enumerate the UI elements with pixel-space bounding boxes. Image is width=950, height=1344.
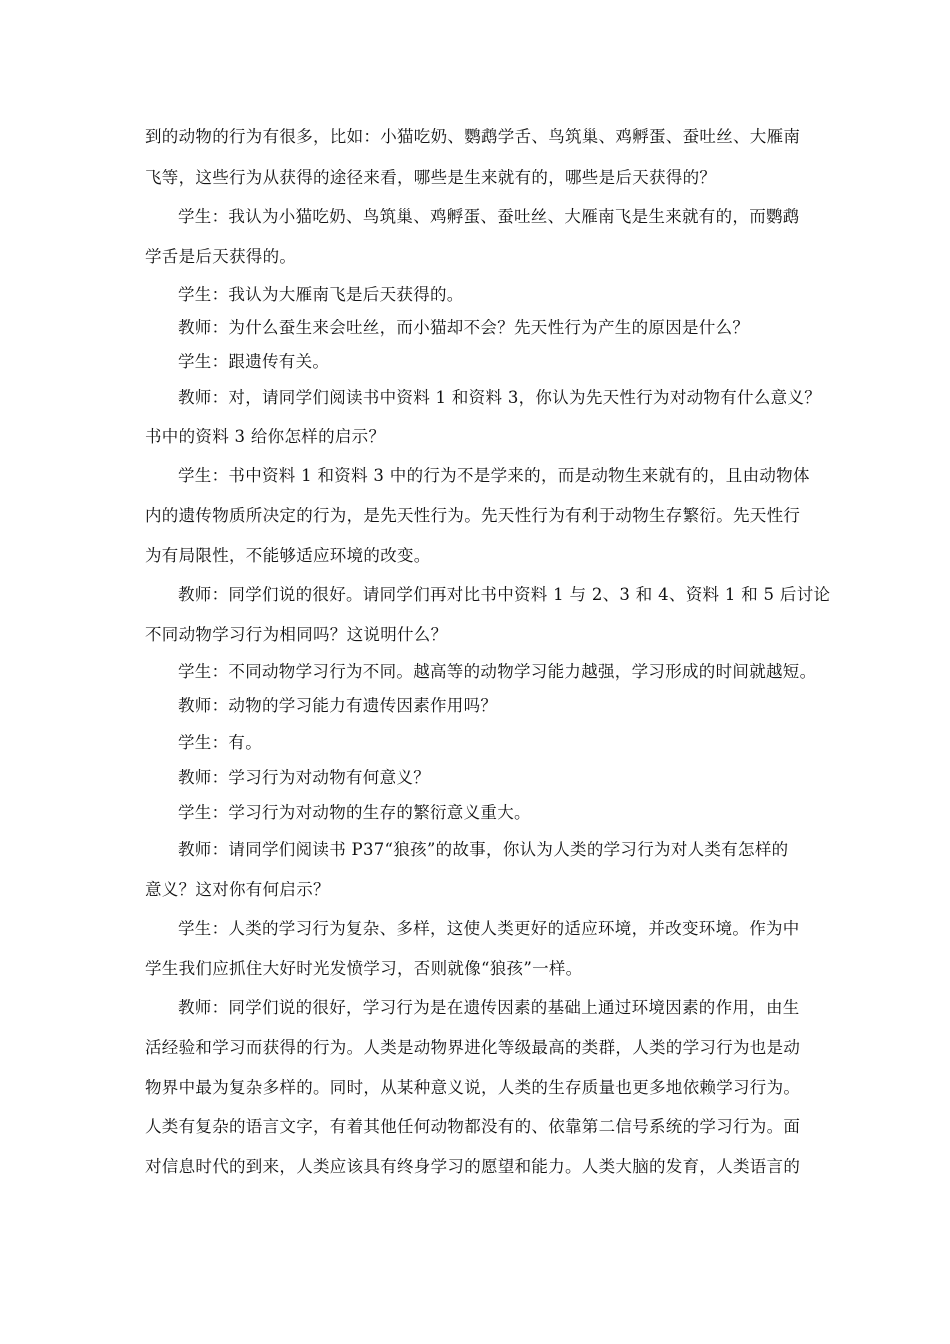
paragraph-line: 教师：对，请同学们阅读书中资料 1 和资料 3，你认为先天性行为对动物有什么意义？ (178, 388, 822, 407)
text-line: 人类有复杂的语言文字，有着其他任何动物都没有的、依靠第二信号系统的学习行为。面 (145, 1117, 801, 1136)
text-line: 意义？这对你有何启示？ (145, 880, 330, 899)
text-line: 到的动物的行为有很多，比如：小猫吃奶、鹦鹉学舌、鸟筑巢、鸡孵蛋、蚕吐丝、大雁南 (145, 127, 801, 146)
paragraph-line: 教师：同学们说的很好。请同学们再对比书中资料 1 与 2、3 和 4、资料 1 和 5 后讨论 (178, 585, 831, 604)
paragraph-line: 学生：我认为大雁南飞是后天获得的。 (178, 285, 464, 304)
text-line: 物界中最为复杂多样的。同时，从某种意义说，人类的生存质量也更多地依赖学习行为。 (145, 1078, 801, 1097)
paragraph-line: 教师：同学们说的很好，学习行为是在遗传因素的基础上通过环境因素的作用，由生 (178, 998, 800, 1017)
paragraph-line: 学生：书中资料 1 和资料 3 中的行为不是学来的，而是动物生来就有的，且由动物体 (178, 466, 810, 485)
text-line: 飞等，这些行为从获得的途径来看，哪些是生来就有的，哪些是后天获得的？ (145, 168, 717, 187)
text-line: 不同动物学习行为相同吗？这说明什么？ (145, 625, 448, 644)
paragraph-line: 教师：请同学们阅读书 P37“狼孩”的故事，你认为人类的学习行为对人类有怎样的 (178, 840, 789, 859)
paragraph-line: 学生：人类的学习行为复杂、多样，这使人类更好的适应环境，并改变环境。作为中 (178, 919, 800, 938)
paragraph-line: 学生：不同动物学习行为不同。越高等的动物学习能力越强，学习形成的时间就越短。 (178, 662, 817, 681)
text-line: 为有局限性，不能够适应环境的改变。 (145, 546, 431, 565)
paragraph-line: 学生：学习行为对动物的生存的繁衍意义重大。 (178, 803, 531, 822)
text-line: 对信息时代的到来，人类应该具有终身学习的愿望和能力。人类大脑的发育，人类语言的 (145, 1157, 801, 1176)
paragraph-line: 教师：动物的学习能力有遗传因素作用吗？ (178, 696, 498, 715)
paragraph-line: 学生：跟遗传有关。 (178, 352, 330, 371)
text-line: 学舌是后天获得的。 (145, 247, 297, 266)
text-line: 活经验和学习而获得的行为。人类是动物界进化等级最高的类群，人类的学习行为也是动 (145, 1038, 801, 1057)
text-line: 学生我们应抓住大好时光发愤学习，否则就像“狼孩”一样。 (145, 959, 583, 978)
text-line: 内的遗传物质所决定的行为，是先天性行为。先天性行为有利于动物生存繁衍。先天性行 (145, 506, 801, 525)
paragraph-line: 教师：为什么蚕生来会吐丝，而小猫却不会？先天性行为产生的原因是什么？ (178, 318, 750, 337)
text-line: 书中的资料 3 给你怎样的启示？ (145, 427, 386, 446)
paragraph-line: 学生：我认为小猫吃奶、鸟筑巢、鸡孵蛋、蚕吐丝、大雁南飞是生来就有的，而鹦鹉 (178, 207, 800, 226)
paragraph-line: 教师：学习行为对动物有何意义？ (178, 768, 430, 787)
paragraph-line: 学生：有。 (178, 733, 262, 752)
